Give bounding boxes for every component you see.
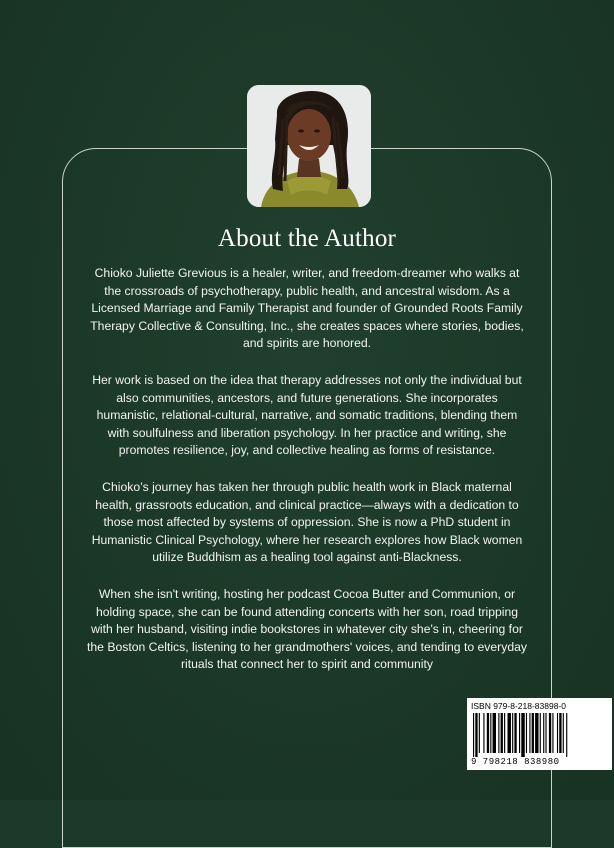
author-bio: [86, 265, 528, 693]
barcode-bar: [504, 713, 505, 753]
barcode-bar: [521, 713, 524, 757]
barcode-bar: [473, 713, 474, 757]
barcode-bar: [498, 713, 499, 753]
barcode-bar: [508, 713, 511, 753]
barcode-bars: [471, 713, 608, 757]
barcode-bar: [566, 713, 567, 757]
barcode-bar: [552, 713, 553, 753]
barcode-bar: [487, 713, 489, 753]
barcode-bar: [545, 713, 546, 753]
barcode-bar: [512, 713, 513, 753]
barcode-bar: [563, 713, 564, 753]
barcode-bar: [493, 713, 496, 753]
barcode-bar: [529, 713, 530, 753]
barcode-bar: [475, 713, 477, 757]
isbn-label: ISBN 979-8-218-83898-0: [471, 701, 566, 711]
isbn-digits: 9 798218 838980: [471, 757, 560, 767]
barcode-bar: [526, 713, 527, 753]
barcode-bar: [514, 713, 516, 753]
bio-paragraph: Chioko’s journey has taken her through public health work in Black maternal health, grassroots education, and clinical practice—always with a dedication to those most affected by systems of oppression. She is now a PhD student in Humanistic Clinical Psychology, where her research explores how Black women utilize Buddhism as a healing tool against anti-Blackness.: [91, 479, 523, 565]
barcode-bar: [543, 713, 544, 753]
barcode-bar: [490, 713, 491, 753]
author-photo: [247, 85, 371, 207]
barcode-bar: [519, 713, 520, 753]
barcode-bar: [559, 713, 561, 753]
barcode-bar: [479, 713, 480, 753]
barcode-bar: [557, 713, 558, 753]
barcode-bar: [501, 713, 503, 753]
bio-paragraph: Her work is based on the idea that therapy addresses not only the individual but also communities, ancestors, and future generations. She incorporates humanistic, relational-cultural, narrative, and somatic traditions, blending them with soulfulness and liberation psychology. In her practice and writing, she promotes resilience, joy, and collective healing as forms of resistance.: [92, 372, 522, 458]
barcode-bar: [483, 713, 484, 753]
bio-paragraph: Chioko Juliette Grevious is a healer, writer, and freedom-dreamer who walks at the crossroads of psychotherapy, public health, and ancestral wisdom. As a Licensed Marriage and Family Therapist and founder of Grounded Roots Family Therapy Collective & Consulting, Inc., she creates spaces where stories, bodies, and spirits are honored.: [90, 266, 524, 351]
bio-paragraph: When she isn't writing, hosting her podcast Cocoa Butter and Communion, or holding space, she can be found attending concerts with her son, road tripping with her husband, visiting indie bookstores in whatever city she's in, cheering for the Boston Celtics, listening to her grandmothers' voices, and tending to everyday rituals that connect her to spirit and community: [87, 586, 527, 672]
barcode-bar: [532, 713, 534, 753]
barcode-bar: [549, 713, 551, 753]
isbn-barcode: [467, 698, 612, 770]
barcode-bar: [535, 713, 538, 753]
barcode-bar: [540, 713, 541, 753]
section-heading: About the Author: [217, 225, 397, 252]
